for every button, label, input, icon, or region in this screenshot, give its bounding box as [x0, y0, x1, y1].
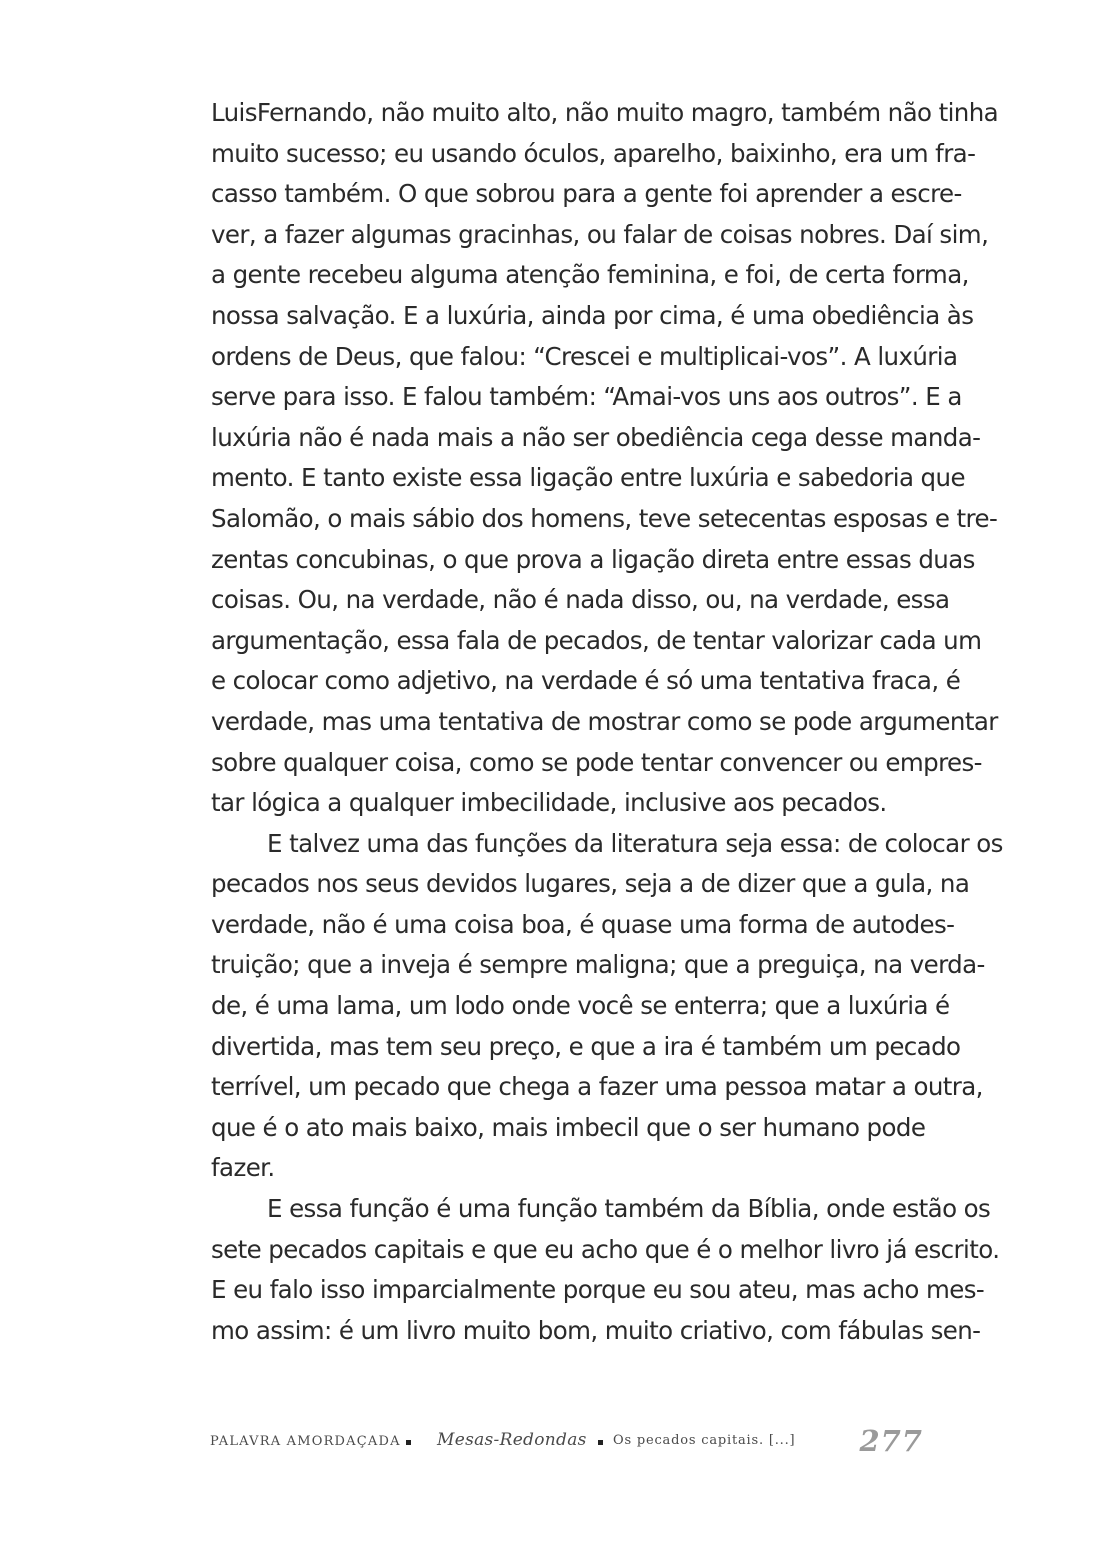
text-line: E eu falo isso imparcialmente porque eu sou ateu, mas acho mes- [211, 1275, 985, 1305]
text-line: de, é uma lama, um lodo onde você se enterra; que a luxúria é [211, 991, 950, 1021]
text-line: divertida, mas tem seu preço, e que a ira é também um pecado [211, 1031, 961, 1061]
page-number: 277 [859, 1424, 923, 1458]
text-line: casso também. O que sobrou para a gente foi aprender a escre- [211, 179, 962, 209]
paragraph-start-line: E talvez uma das funções da literatura seja essa: de colocar os [267, 828, 1003, 858]
body-text [211, 93, 1003, 1351]
text-line: zentas concubinas, o que prova a ligação direta entre essas duas [211, 544, 975, 574]
text-line: terrível, um pecado que chega a fazer uma pessoa matar a outra, [211, 1072, 983, 1102]
text-line: ordens de Deus, que falou: “Crescei e multiplicai-vos”. A luxúria [211, 341, 958, 371]
footer-book-title: PALAVRA AMORDAÇADA [210, 1434, 401, 1449]
text-line: verdade, não é uma coisa boa, é quase uma forma de autodes- [211, 909, 955, 939]
text-line: argumentação, essa fala de pecados, de tentar valorizar cada um [211, 625, 982, 655]
text-line: verdade, mas uma tentativa de mostrar como se pode argumentar [211, 706, 998, 736]
footer-series-title: Mesas-Redondas [437, 1430, 587, 1450]
text-line: a gente recebeu alguma atenção feminina, e foi, de certa forma, [211, 260, 969, 290]
text-line: sobre qualquer coisa, como se pode tentar convencer ou empres- [211, 747, 982, 777]
text-line: ver, a fazer algumas gracinhas, ou falar de coisas nobres. Daí sim, [211, 219, 989, 249]
text-line: Salomão, o mais sábio dos homens, teve setecentas esposas e tre- [211, 503, 998, 533]
text-line: mo assim: é um livro muito bom, muito criativo, com fábulas sen- [211, 1315, 981, 1345]
text-line: serve para isso. E falou também: “Amai-vos uns aos outros”. E a [211, 382, 962, 412]
text-line: coisas. Ou, na verdade, não é nada disso, ou, na verdade, essa [211, 585, 950, 615]
footer-chapter-title: Os pecados capitais. [...] [613, 1433, 796, 1448]
text-line: e colocar como adjetivo, na verdade é só uma tentativa fraca, é [211, 666, 961, 696]
bullet-separator-icon [406, 1440, 411, 1445]
text-line: sete pecados capitais e que eu acho que é o melhor livro já escrito. [211, 1234, 1000, 1264]
paragraph-start-line: E essa função é uma função também da Bíblia, onde estão os [267, 1194, 991, 1224]
bullet-separator-icon [598, 1440, 603, 1445]
text-line: tar lógica a qualquer imbecilidade, inclusive aos pecados. [211, 788, 887, 818]
text-line: luxúria não é nada mais a não ser obediência cega desse manda- [211, 422, 981, 452]
text-line: truição; que a inveja é sempre maligna; que a preguiça, na verda- [211, 950, 985, 980]
text-line: nossa salvação. E a luxúria, ainda por cima, é uma obediência às [211, 300, 974, 330]
text-line: pecados nos seus devidos lugares, seja a de dizer que a gula, na [211, 869, 970, 899]
text-line: mento. E tanto existe essa ligação entre luxúria e sabedoria que [211, 463, 965, 493]
text-line: muito sucesso; eu usando óculos, aparelho, baixinho, era um fra- [211, 138, 976, 168]
text-line: fazer. [211, 1153, 275, 1183]
running-footer [210, 1424, 925, 1468]
text-line: LuisFernando, não muito alto, não muito magro, também não tinha [211, 98, 999, 127]
text-line: que é o ato mais baixo, mais imbecil que o ser humano pode [211, 1112, 926, 1142]
